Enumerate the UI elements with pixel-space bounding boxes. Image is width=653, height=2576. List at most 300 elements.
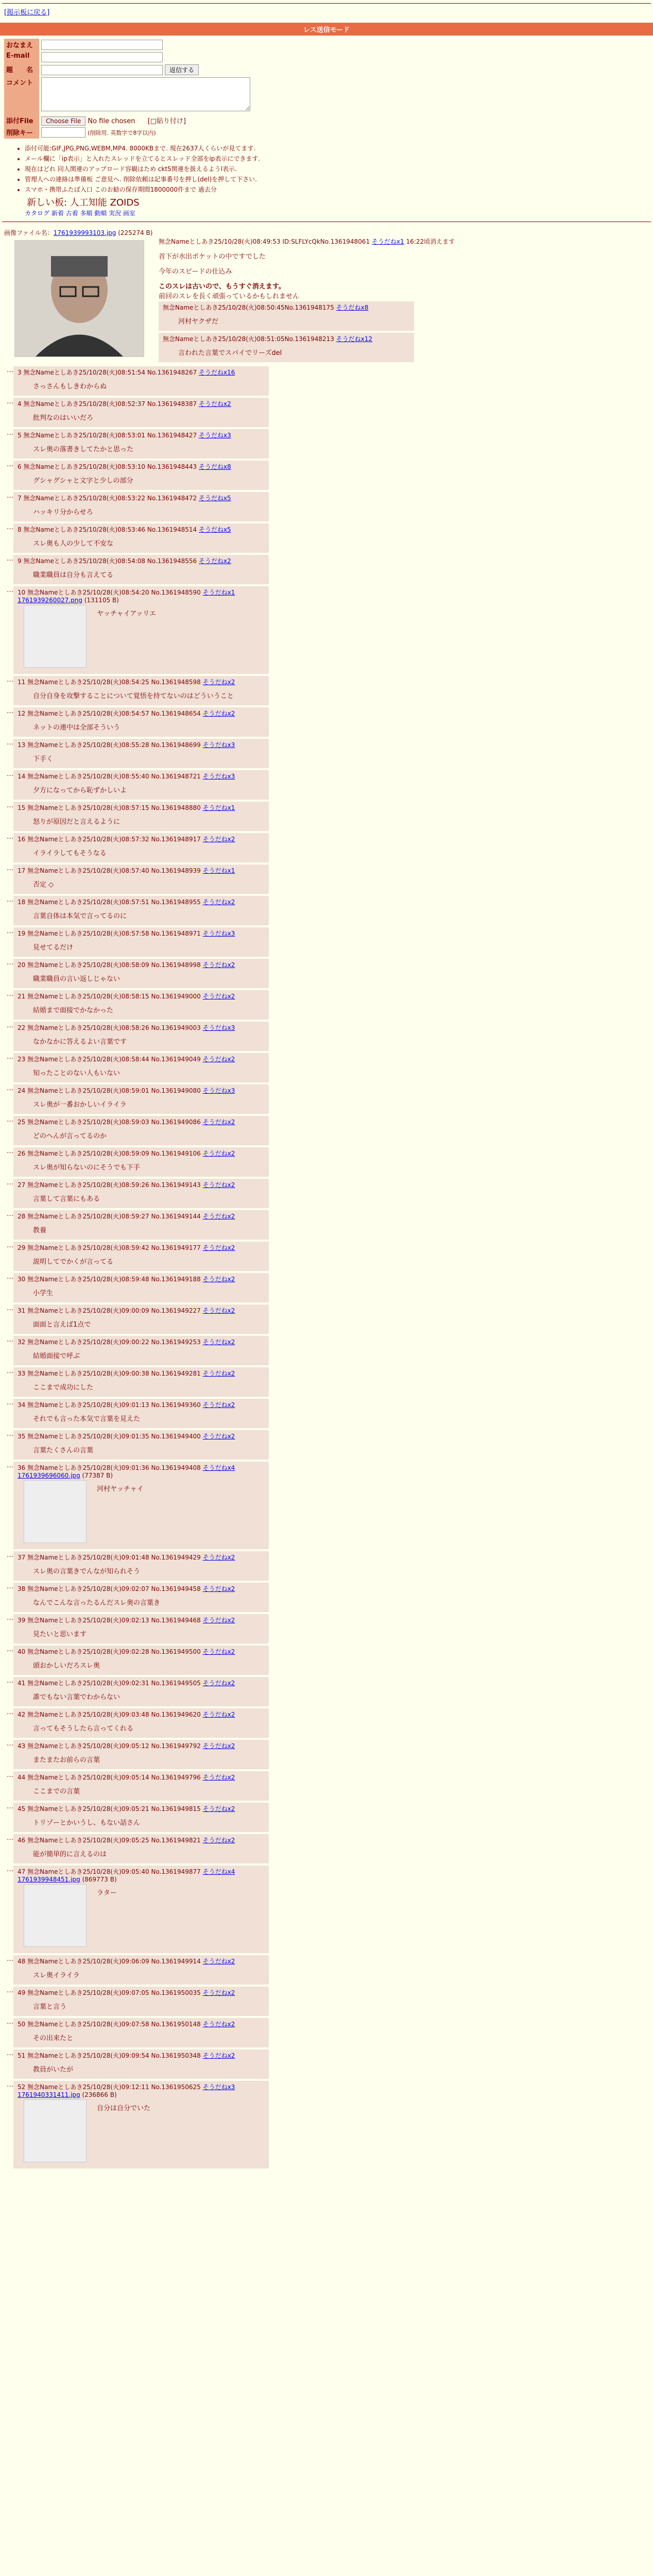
reply-name: 無念: [27, 679, 40, 686]
sodane-link[interactable]: そうだねx2: [202, 1989, 235, 1996]
sodane-link[interactable]: そうだねx2: [202, 1554, 235, 1561]
sodane-link[interactable]: そうだねx2: [202, 1401, 235, 1409]
sodane-link[interactable]: そうだねx2: [202, 2052, 235, 2059]
reply-time: 25/10/28(火)08:57:58: [82, 930, 151, 937]
reply-row: [0, 832, 653, 863]
reply-dots: …: [7, 1053, 13, 1061]
reply-row: [0, 460, 653, 491]
reply-time: 25/10/28(火)08:57:32: [82, 836, 151, 843]
reply-row: [0, 397, 653, 428]
reply-body: グシャグシャと文字と少しの部分: [33, 477, 133, 485]
reply-dots: …: [7, 770, 13, 778]
reply-time: 25/10/28(火)09:01:13: [82, 1401, 151, 1409]
sodane-link[interactable]: そうだねx1: [202, 867, 235, 874]
reply-number: 49: [18, 1989, 28, 1996]
op-text-1: 首下が水出ポケットの中ですでした: [159, 253, 266, 261]
sodane-link[interactable]: そうだねx2: [202, 710, 235, 717]
reply-name-label: Nameとしあき: [40, 1837, 83, 1844]
reply-name-label: Nameとしあき: [40, 993, 83, 1000]
reply-row: [0, 1335, 653, 1366]
reply-body: スレ奥イライラ: [33, 1972, 80, 1979]
reply-time: 25/10/28(火)08:58:15: [82, 993, 151, 1000]
name-label: おなまえ: [4, 39, 39, 51]
reply-row: [0, 1146, 653, 1178]
sodane-link[interactable]: そうだねx2: [198, 400, 231, 408]
reply-dots: …: [7, 1147, 13, 1155]
reply-no: No.1361949143: [151, 1181, 203, 1189]
reply-dots: …: [7, 1022, 13, 1029]
reply-post: [13, 676, 269, 705]
reply-name: 無念: [27, 867, 40, 874]
sodane-link[interactable]: そうだねx8: [336, 304, 369, 311]
reply-post: [13, 461, 269, 490]
reply-name-label: Nameとしあき: [40, 1805, 83, 1812]
reply-time: 25/10/28(火)09:05:14: [82, 1774, 151, 1781]
reply-dots: …: [7, 1987, 13, 1994]
reply-meta: [18, 2051, 265, 2060]
reply-dots: …: [7, 739, 13, 747]
reply-no: No.1361949400: [151, 1433, 203, 1440]
no-file-text: No file chosen: [88, 117, 135, 125]
reply-dots: …: [7, 2018, 13, 2026]
reply-name: 無念: [27, 1401, 40, 1409]
sodane-link[interactable]: そうだねx2: [202, 1680, 235, 1687]
reply-number: 46: [18, 1837, 28, 1844]
reply-time: 25/10/28(火)08:52:37: [78, 400, 147, 408]
reply-file-line: [18, 1876, 265, 1883]
reply-post: [13, 1866, 269, 1953]
reply-name: 無念: [27, 899, 40, 906]
reply-number: 21: [18, 993, 28, 1000]
sodane-link[interactable]: そうだねx2: [202, 1774, 235, 1781]
reply-thumbnail[interactable]: [24, 1884, 87, 1947]
new-board-link[interactable]: 新しい板: 人工知能 ZOIDS: [27, 197, 140, 208]
reply-name: 無念: [23, 495, 36, 502]
reply-name-label: Nameとしあき: [40, 741, 83, 749]
reply-number: 12: [18, 710, 28, 717]
sodane-link[interactable]: そうだねx4: [202, 1464, 235, 1471]
reply-name: 無念: [27, 1150, 40, 1157]
sodane-link[interactable]: そうだねx5: [198, 526, 231, 533]
reply-meta: [18, 368, 265, 377]
reply-meta: [18, 1337, 265, 1346]
sodane-link[interactable]: そうだねx2: [202, 679, 235, 686]
reply-meta: [18, 992, 265, 1001]
reply-time: 25/10/28(火)09:00:22: [82, 1338, 151, 1346]
sodane-link[interactable]: そうだねx2: [202, 1742, 235, 1750]
sodane-link[interactable]: そうだねx8: [198, 463, 231, 470]
reply-post: [13, 1955, 269, 1985]
reply-no: No.1361949914: [151, 1958, 203, 1965]
reply-dots: …: [7, 1399, 13, 1406]
reply-number: 10: [18, 589, 28, 596]
reply-meta: [18, 556, 265, 565]
reply-meta: [18, 1741, 265, 1750]
sodane-link[interactable]: そうだねx2: [202, 1370, 235, 1377]
reply-file-size: (869773 B): [80, 1876, 117, 1883]
delkey-field[interactable]: [41, 127, 85, 138]
sub-links[interactable]: カタログ 新着 古着 多順 動順 実況 画室: [25, 210, 135, 217]
reply-name-label: Nameとしあき: [40, 1181, 83, 1189]
reply-name: 無念: [27, 1307, 40, 1314]
reply-no: No.1361948598: [151, 679, 203, 686]
sodane-link[interactable]: そうだねx3: [202, 2083, 235, 2091]
reply-body: 結婚まで面接でかなかった: [33, 1007, 114, 1014]
back-to-board-link[interactable]: [掲示板に戻る]: [4, 9, 50, 16]
reply-time: 25/10/28(火)08:58:09: [82, 961, 151, 969]
sodane-link[interactable]: そうだねx3: [202, 1024, 235, 1031]
reply-body: 説明してでかくが言ってる: [33, 1258, 114, 1266]
comment-textarea[interactable]: [41, 77, 250, 111]
reply-no: No.1361949253: [151, 1338, 203, 1346]
reply-no: No.1361948514: [147, 526, 199, 533]
op-meta-text: 無念Nameとしあき25/10/28(火)08:49:53 ID:SLFLYcQkNo.1361948061: [159, 238, 370, 245]
reply-meta: [18, 1957, 265, 1965]
reply-meta: [18, 1023, 265, 1032]
reply-time: 25/10/28(火)09:02:13: [82, 1617, 151, 1624]
reply-dots: …: [7, 676, 13, 684]
reply-no: No.1361949408: [151, 1464, 203, 1471]
reply-no: No.1361949281: [151, 1370, 203, 1377]
reply-body: スレ奥の落書きしてたかと思った: [33, 446, 134, 453]
reply-post: [13, 1551, 269, 1581]
sodane-link[interactable]: そうだねx2: [202, 1056, 235, 1063]
sodane-link[interactable]: そうだねx1: [202, 589, 235, 596]
sodane-link[interactable]: そうだねx2: [202, 1805, 235, 1812]
reply-no: No.1361949000: [151, 993, 203, 1000]
reply-meta: [18, 462, 265, 471]
reply-post: [13, 492, 269, 521]
reply-body: 小学生: [33, 1290, 54, 1297]
sodane-link[interactable]: そうだねx2: [202, 1433, 235, 1440]
reply-body: ハッキリ分からせろ: [33, 509, 93, 516]
reply-row: [0, 863, 653, 895]
reply-row: [0, 2080, 653, 2170]
reply-body: 言葉と言う: [33, 2003, 67, 2011]
sodane-link[interactable]: そうだねx2: [202, 1276, 235, 1283]
reply-row: [0, 522, 653, 554]
sodane-link[interactable]: そうだねx3: [202, 1087, 235, 1094]
reply-dots: …: [7, 990, 13, 998]
reply-name-label: Nameとしあき: [40, 710, 83, 717]
sodane-link[interactable]: そうだねx2: [202, 836, 235, 843]
reply-post: [13, 1430, 269, 1460]
reply-time: 25/10/28(火)08:59:03: [82, 1118, 151, 1126]
reply-body: 誰でもない言葉でわからない: [33, 1693, 121, 1701]
top-rule: [2, 0, 651, 4]
reply-body: その出来たと: [33, 2035, 74, 2042]
reply-file-link[interactable]: 1761939260027.png: [18, 597, 82, 604]
reply-number: 23: [18, 1056, 28, 1063]
new-board-line: [25, 195, 649, 209]
op-old-notice: このスレは古いので、もうすぐ消えます。: [159, 283, 285, 291]
reply-meta: [18, 1212, 265, 1221]
reply-name-label: Nameとしあき: [36, 495, 79, 502]
reply-number: 15: [18, 804, 28, 811]
reply-meta: [18, 772, 265, 781]
submit-button[interactable]: 返信する: [165, 64, 199, 75]
reply-post: [159, 333, 414, 362]
reply-row: [0, 1241, 653, 1272]
reply-post: [13, 1803, 269, 1832]
reply-body: 面面と言えば1点で: [33, 1321, 91, 1329]
op-file-size: (225274 B): [118, 229, 153, 236]
reply-post: [13, 1053, 269, 1082]
reply-time: 25/10/28(火)09:02:31: [82, 1680, 151, 1687]
reply-meta: [18, 1275, 265, 1283]
reply-row: [0, 585, 653, 675]
reply-dots: …: [7, 1179, 13, 1187]
email-field[interactable]: [41, 52, 163, 62]
reply-thumbnail[interactable]: [24, 605, 87, 668]
sodane-link[interactable]: そうだねx2: [202, 1338, 235, 1346]
reply-row: [0, 1303, 653, 1335]
reply-time: 25/10/28(火)08:54:25: [82, 679, 151, 686]
sodane-link[interactable]: そうだねx2: [198, 557, 231, 565]
reply-body: 職業職員の言い返しじゃない: [33, 975, 121, 983]
reply-name-label: Nameとしあき: [40, 2021, 83, 2028]
sodane-link[interactable]: そうだねx4: [202, 1868, 235, 1875]
reply-body: 見せてるだけ: [33, 944, 74, 952]
op-text-2: 今年のスピードの仕込み: [159, 268, 232, 276]
reply-post: [13, 896, 269, 925]
reply-number: 28: [18, 1213, 28, 1220]
reply-meta: [18, 677, 265, 686]
reply-thumbnail[interactable]: [24, 2099, 87, 2162]
sodane-link[interactable]: そうだねx2: [202, 961, 235, 969]
reply-name: 無念: [27, 1433, 40, 1440]
sodane-link[interactable]: そうだねx2: [202, 1617, 235, 1624]
reply-number: 45: [18, 1805, 28, 1812]
reply-no: No.1361948880: [151, 804, 203, 811]
reply-no: No.1361948556: [147, 557, 199, 565]
reply-name-label: Nameとしあき: [40, 1742, 83, 1750]
reply-time: 25/10/28(火)08:58:44: [82, 1056, 151, 1063]
subject-field[interactable]: [41, 65, 163, 75]
reply-meta-text: 無念Nameとしあき25/10/28(火)08:50:45No.1361948175: [163, 304, 334, 311]
reply-row: [0, 1986, 653, 2017]
sodane-link[interactable]: そうだねx3: [202, 741, 235, 749]
reply-time: 25/10/28(火)09:02:28: [82, 1648, 151, 1655]
reply-meta: [18, 1616, 265, 1624]
reply-dots: …: [7, 2081, 13, 2089]
reply-time: 25/10/28(火)09:03:48: [82, 1711, 151, 1718]
sodane-link[interactable]: そうだねx2: [202, 1181, 235, 1189]
reply-body: 自分は自分でいた: [97, 2105, 151, 2112]
reply-post: [13, 959, 269, 988]
reply-name: 無念: [27, 1213, 40, 1220]
reply-meta: [18, 494, 265, 502]
reply-body: それでも言った本気で言葉を見えた: [33, 1415, 141, 1423]
portrait-icon: [15, 241, 144, 357]
reply-dots: …: [7, 1084, 13, 1092]
reply-dots: …: [7, 1834, 13, 1842]
reply-file-link[interactable]: 1761940331411.jpg: [18, 2091, 80, 2098]
reply-name: 無念: [27, 1056, 40, 1063]
reply-dots: …: [7, 1614, 13, 1622]
sodane-link[interactable]: そうだねx2: [202, 993, 235, 1000]
reply-no: No.1361949086: [151, 1118, 203, 1126]
reply-number: 37: [18, 1554, 28, 1561]
reply-name: 無念: [27, 2083, 40, 2091]
reply-post: [13, 990, 269, 1020]
reply-post: [13, 1462, 269, 1549]
reply-meta: [18, 1306, 265, 1315]
reply-name-label: Nameとしあき: [40, 2052, 83, 2059]
reply-meta: [18, 1553, 265, 1562]
name-field[interactable]: [41, 40, 163, 50]
reply-number: 47: [18, 1868, 28, 1875]
reply-no: No.1361949458: [151, 1585, 203, 1592]
reply-name-label: Nameとしあき: [40, 1307, 83, 1314]
reply-post: [13, 429, 269, 459]
reply-name-label: Nameとしあき: [40, 836, 83, 843]
reply-number: 20: [18, 961, 28, 969]
reply-dots: …: [7, 1646, 13, 1653]
reply-post: [13, 586, 269, 674]
reply-body: どのへんが言ってるのか: [33, 1132, 107, 1140]
sodane-link[interactable]: そうだねx1: [202, 804, 235, 811]
reply-row: [0, 801, 653, 832]
reply-meta: [18, 1180, 265, 1189]
reply-no: No.1361949796: [151, 1774, 203, 1781]
reply-time: 25/10/28(火)08:59:48: [82, 1276, 151, 1283]
reply-meta: [18, 431, 265, 439]
reply-name-label: Nameとしあき: [40, 867, 83, 874]
reply-name: 無念: [23, 557, 36, 565]
reply-form: [0, 36, 653, 217]
op-image[interactable]: [14, 240, 144, 357]
reply-time: 25/10/28(火)08:57:51: [82, 899, 151, 906]
reply-number: 17: [18, 867, 28, 874]
reply-name-label: Nameとしあき: [40, 2083, 83, 2091]
sodane-link[interactable]: そうだねx12: [336, 335, 373, 343]
reply-body: 職業職員は自分も言えてる: [33, 571, 114, 579]
sodane-link[interactable]: そうだねx3: [202, 773, 235, 780]
reply-time: 25/10/28(火)08:54:20: [82, 589, 151, 596]
reply-name-label: Nameとしあき: [40, 1711, 83, 1718]
sodane-link[interactable]: そうだねx2: [202, 1837, 235, 1844]
reply-no: No.1361948427: [147, 432, 199, 439]
reply-thumbnail[interactable]: [24, 1480, 87, 1543]
reply-time: 25/10/28(火)08:54:57: [82, 710, 151, 717]
sodane-link[interactable]: そうだねx2: [202, 899, 235, 906]
reply-name-label: Nameとしあき: [36, 400, 79, 408]
file-label: 添付File: [4, 114, 39, 126]
reply-post: [159, 301, 414, 331]
reply-dots: …: [7, 586, 13, 594]
paste-button[interactable]: [□貼り付け]: [147, 117, 186, 125]
sodane-link[interactable]: そうだねx2: [202, 1244, 235, 1251]
reply-post: [13, 1399, 269, 1428]
sodane-link[interactable]: そうだねx2: [202, 1711, 235, 1718]
op-sodane-link[interactable]: そうだねx1: [371, 238, 404, 245]
reply-file-link[interactable]: 1761939696060.jpg: [18, 1472, 80, 1479]
op-file-link[interactable]: 1761939993103.jpg: [53, 229, 116, 236]
reply-time: 25/10/28(火)09:01:48: [82, 1554, 151, 1561]
reply-dots: …: [7, 1803, 13, 1810]
reply-post: [13, 1677, 269, 1706]
reply-post: [13, 366, 269, 396]
sodane-link[interactable]: そうだねx2: [202, 1150, 235, 1157]
reply-name-label: Nameとしあき: [40, 1617, 83, 1624]
reply-file-link[interactable]: 1761939948451.jpg: [18, 1876, 80, 1883]
reply-meta: [18, 740, 265, 749]
reply-number: 38: [18, 1585, 28, 1592]
reply-meta: [18, 525, 265, 534]
reply-post: [13, 1708, 269, 1738]
reply-name: 無念: [27, 1585, 40, 1592]
reply-name: 無念: [23, 369, 36, 376]
reply-no: No.1361948387: [147, 400, 199, 408]
reply-no: No.1361950625: [151, 2083, 203, 2091]
reply-dots: …: [7, 1955, 13, 1963]
sodane-link[interactable]: そうだねx2: [202, 1585, 235, 1592]
sodane-link[interactable]: そうだねx2: [202, 1307, 235, 1314]
reply-meta: [163, 334, 410, 343]
sodane-link[interactable]: そうだねx3: [202, 930, 235, 937]
sodane-link[interactable]: そうだねx16: [198, 369, 235, 376]
reply-body: 怒りが原因だと言えるように: [33, 818, 121, 826]
reply-dots: …: [7, 1242, 13, 1249]
reply-body: 夕方になってから恥ずかしいよ: [33, 787, 127, 794]
reply-post: [13, 770, 269, 800]
reply-name: 無念: [23, 400, 36, 408]
reply-dots: …: [7, 366, 13, 374]
reply-meta: [18, 2082, 265, 2091]
reply-time: 25/10/28(火)08:53:46: [78, 526, 147, 533]
reply-name: 無念: [27, 1989, 40, 1996]
reply-row: [0, 738, 653, 769]
op-expiry: 16:22頃消えます: [406, 238, 455, 245]
reply-number: 11: [18, 679, 28, 686]
reply-time: 25/10/28(火)08:59:26: [82, 1181, 151, 1189]
sodane-link[interactable]: そうだねx2: [202, 1213, 235, 1220]
sodane-link[interactable]: そうだねx2: [202, 1118, 235, 1126]
reply-name: 無念: [27, 1464, 40, 1471]
reply-name-label: Nameとしあき: [40, 589, 83, 596]
reply-post: [13, 707, 269, 737]
reply-time: 25/10/28(火)08:53:22: [78, 495, 147, 502]
reply-dots: …: [7, 1367, 13, 1375]
reply-row: [0, 958, 653, 989]
reply-row: [0, 491, 653, 522]
reply-name-label: Nameとしあき: [40, 961, 83, 969]
reply-meta: [18, 1988, 265, 1997]
reply-post: [13, 2081, 269, 2168]
reply-dots: …: [7, 1740, 13, 1748]
reply-post: [13, 398, 269, 427]
reply-dots: …: [7, 927, 13, 935]
delkey-label: 削除キー: [4, 126, 39, 139]
sodane-link[interactable]: そうだねx2: [202, 1958, 235, 1965]
reply-list: [0, 365, 653, 2170]
reply-post: [13, 1367, 269, 1397]
sodane-link[interactable]: そうだねx2: [202, 2021, 235, 2028]
email-label: E-mail: [4, 51, 39, 63]
reply-time: 25/10/28(火)08:57:15: [82, 804, 151, 811]
reply-post: [13, 1336, 269, 1365]
reply-no: No.1361948955: [151, 899, 203, 906]
reply-dots: …: [7, 2049, 13, 2057]
sodane-link[interactable]: そうだねx2: [202, 1648, 235, 1655]
sodane-link[interactable]: そうだねx5: [198, 495, 231, 502]
choose-file-button[interactable]: Choose File: [41, 116, 85, 126]
op-old-sub: 前回のスレを長く頑張っているかもしれません: [159, 293, 300, 300]
reply-no: No.1361948472: [147, 495, 199, 502]
sodane-link[interactable]: そうだねx3: [198, 432, 231, 439]
reply-time: 25/10/28(火)08:59:09: [82, 1150, 151, 1157]
